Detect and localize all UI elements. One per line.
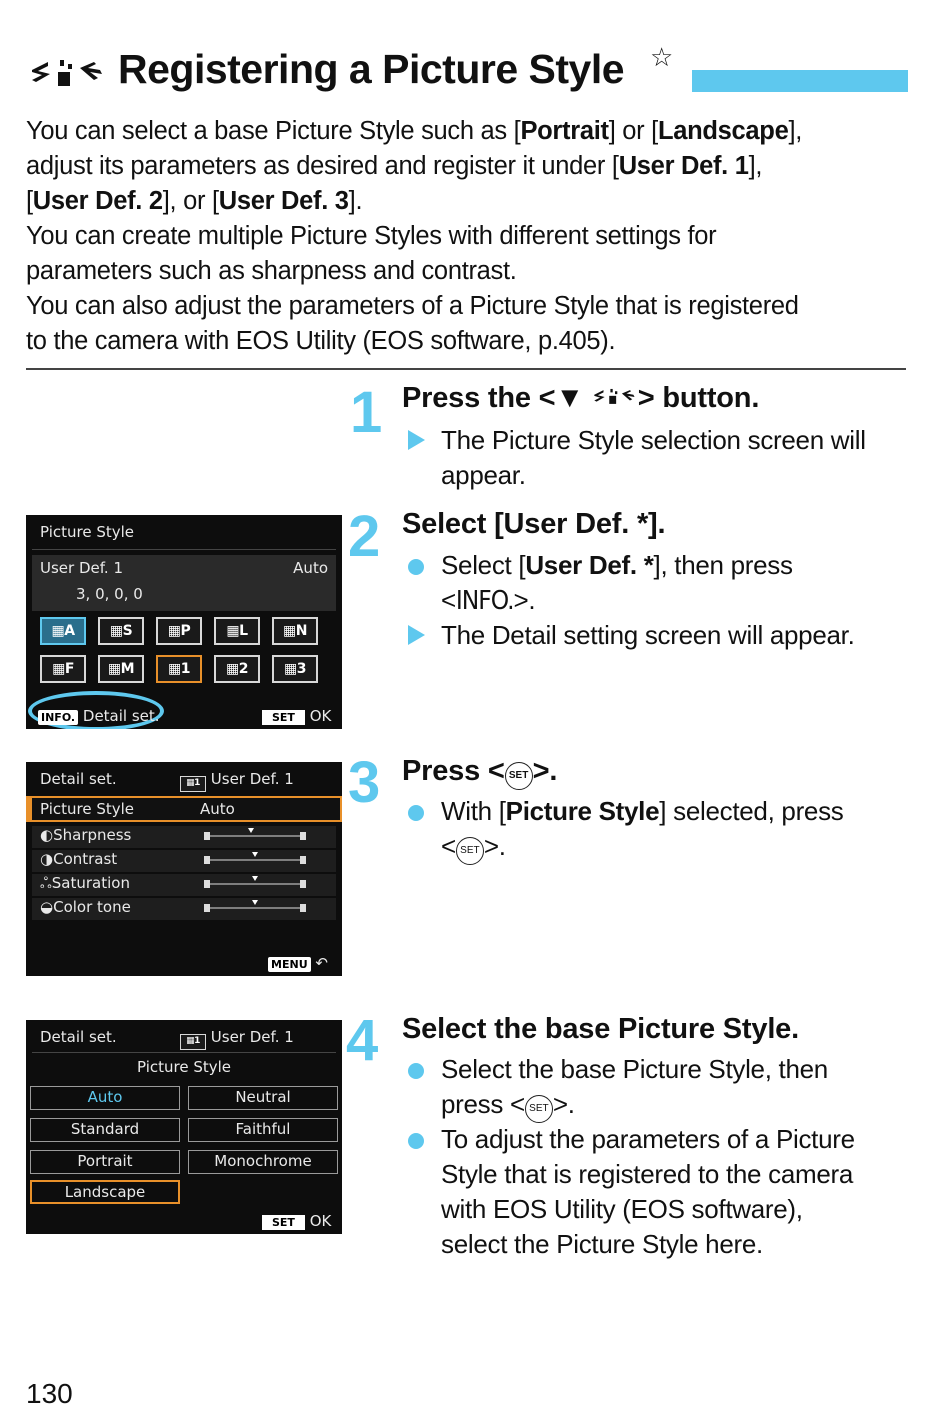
picture-style-icon — [592, 385, 638, 409]
intro-line: You can create multiple Picture Styles with different settings for — [26, 222, 717, 250]
style-tile-n[interactable]: ▦N — [272, 617, 318, 645]
style-tile-2[interactable]: ▦2 — [214, 655, 260, 683]
step-instruction: To adjust the parameters of a Picture Style that is registered to the camera with EOS Utility (EOS software), select the Picture Style here. — [408, 1122, 855, 1262]
title-accent-bar — [692, 70, 908, 92]
picture-style-screen — [26, 515, 342, 729]
bullet-dot-icon — [408, 559, 424, 575]
page-title: Registering a Picture Style — [118, 46, 625, 92]
result-arrow-icon — [408, 625, 425, 645]
step-title: Select the base Picture Style. — [402, 1013, 799, 1045]
screen-header: Picture Style — [40, 523, 135, 541]
style-tile-f[interactable]: ▦F — [40, 655, 86, 683]
contrast-scale — [204, 852, 308, 864]
selected-style-info — [32, 555, 336, 611]
page-title-row — [28, 42, 908, 106]
step-title: Select [User Def. *]. — [402, 508, 666, 540]
info-detail-set-button[interactable] — [38, 707, 160, 725]
step-result: The Detail setting screen will appear. — [408, 618, 855, 653]
intro-line: to the camera with EOS Utility (EOS software, p.405). — [26, 327, 616, 355]
step-result: The Picture Style selection screen will appear. — [408, 423, 866, 493]
step-instruction: Select [User Def. *], then press <INFO.>. — [408, 548, 793, 619]
set-button-glyph: SET — [456, 837, 484, 865]
option-landscape[interactable]: Landscape — [30, 1180, 180, 1204]
set-badge: SET — [262, 710, 305, 725]
divider — [32, 1052, 336, 1053]
screen-header-style: ▦1 User Def. 1 — [180, 1028, 294, 1050]
screen-subtitle: Picture Style — [136, 1058, 232, 1076]
result-arrow-icon — [408, 430, 425, 450]
screen-header: Detail set. — [40, 770, 117, 788]
color-tone-scale — [204, 900, 308, 912]
info-badge: INFO. — [38, 710, 78, 725]
style-tile-a[interactable]: ▦A — [40, 617, 86, 645]
divider — [32, 549, 336, 550]
set-ok-button[interactable] — [262, 1212, 331, 1230]
step-title: Press < SET >. — [402, 755, 557, 790]
screen-header-style: ▦1 User Def. 1 — [180, 770, 294, 792]
param-sharpness[interactable]: ◐Sharpness — [40, 826, 132, 844]
style-tile-m[interactable]: ▦M — [98, 655, 144, 683]
option-neutral[interactable]: Neutral — [188, 1086, 338, 1110]
selected-style-value: Auto — [293, 559, 328, 577]
back-icon: ↶ — [315, 954, 328, 972]
step-number: 4 — [346, 1008, 379, 1073]
picture-style-row[interactable] — [26, 796, 342, 822]
row-label: Picture Style — [40, 800, 135, 818]
page-number: 130 — [26, 1378, 73, 1409]
param-saturation[interactable]: ஃSaturation — [40, 874, 130, 892]
row-value: Auto — [200, 800, 235, 818]
style-tile-l[interactable]: ▦L — [214, 617, 260, 645]
base-style-screen — [26, 1020, 342, 1234]
option-auto[interactable]: Auto — [30, 1086, 180, 1110]
screen-header: Detail set. — [40, 1028, 117, 1046]
step-number: 2 — [348, 504, 381, 569]
option-faithful[interactable]: Faithful — [188, 1118, 338, 1142]
menu-back-button[interactable] — [268, 954, 328, 972]
intro-line: You can also adjust the parameters of a Picture Style that is registered — [26, 292, 799, 320]
set-button-glyph: SET — [525, 1095, 553, 1123]
set-badge: SET — [262, 1215, 305, 1230]
info-button-glyph: INFO. — [455, 586, 514, 616]
divider — [26, 368, 906, 370]
set-button-glyph: SET — [505, 762, 533, 790]
style-tile-1[interactable]: ▦1 — [156, 655, 202, 683]
option-portrait[interactable]: Portrait — [30, 1150, 180, 1174]
step-title: Press the <▼ > button. — [402, 382, 760, 414]
step-number: 3 — [348, 750, 381, 815]
advanced-star-icon: ☆ — [650, 42, 674, 72]
step-instruction: Select the base Picture Style, then press < SET >. — [408, 1052, 828, 1123]
saturation-scale — [204, 876, 308, 888]
set-ok-button[interactable] — [262, 707, 331, 725]
info-label: Detail set. — [82, 707, 160, 725]
intro-line: adjust its parameters as desired and register it under [User Def. 1], — [26, 152, 763, 180]
user-def-icon: ▦1 — [180, 776, 206, 792]
intro-text — [26, 114, 906, 359]
style-tile-3[interactable]: ▦3 — [272, 655, 318, 683]
step-number: 1 — [350, 380, 383, 445]
option-monochrome[interactable]: Monochrome — [188, 1150, 338, 1174]
picture-style-icon — [28, 54, 108, 94]
param-color-tone[interactable]: ◒Color tone — [40, 898, 131, 916]
detail-set-screen — [26, 762, 342, 976]
intro-line: You can select a base Picture Style such as [Portrait] or [Landscape], — [26, 117, 803, 145]
menu-badge: MENU — [268, 957, 311, 972]
intro-line: parameters such as sharpness and contrast. — [26, 257, 517, 285]
ok-label: OK — [309, 1212, 332, 1230]
style-parameter-values: 3, 0, 0, 0 — [76, 585, 143, 603]
style-tile-p[interactable]: ▦P — [156, 617, 202, 645]
bullet-dot-icon — [408, 805, 424, 821]
ok-label: OK — [309, 707, 332, 725]
option-standard[interactable]: Standard — [30, 1118, 180, 1142]
bullet-dot-icon — [408, 1133, 424, 1149]
style-tile-s[interactable]: ▦S — [98, 617, 144, 645]
user-def-icon: ▦1 — [180, 1034, 206, 1050]
intro-line: [User Def. 2], or [User Def. 3]. — [26, 187, 363, 215]
param-contrast[interactable]: ◑Contrast — [40, 850, 118, 868]
sharpness-scale — [204, 828, 308, 840]
step-instruction: With [Picture Style] selected, press < SET >. — [408, 794, 844, 865]
selected-style-name: User Def. 1 — [40, 559, 124, 577]
bullet-dot-icon — [408, 1063, 424, 1079]
